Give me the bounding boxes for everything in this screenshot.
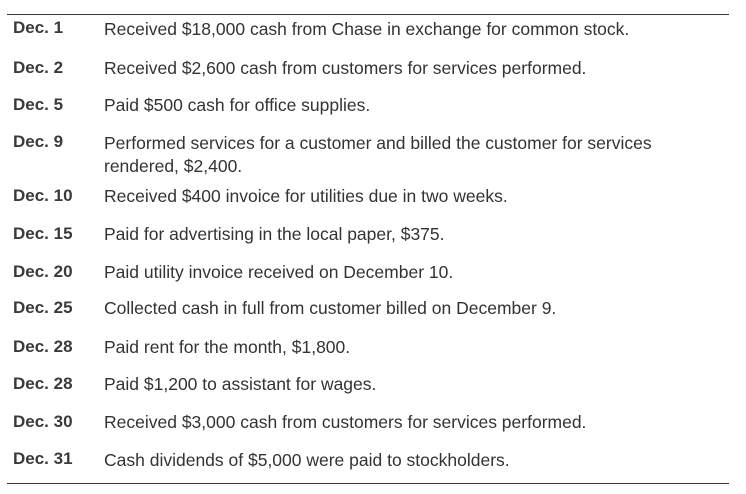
transaction-date: Dec. 2 [13, 58, 64, 77]
transaction-date: Dec. 9 [13, 132, 64, 151]
transaction-date: Dec. 5 [13, 95, 64, 114]
top-rule [7, 14, 729, 15]
transaction-date: Dec. 1 [13, 18, 64, 37]
transaction-description: Collected cash in full from customer billed on December 9. [104, 298, 557, 318]
transaction-description: Paid rent for the month, $1,800. [104, 337, 351, 357]
transaction-date: Dec. 31 [13, 449, 73, 468]
transaction-description: Received $400 invoice for utilities due in two weeks. [104, 186, 508, 206]
transaction-date: Dec. 30 [13, 412, 73, 431]
transaction-date: Dec. 20 [13, 262, 73, 281]
transaction-date: Dec. 28 [13, 374, 73, 393]
transaction-description: Received $2,600 cash from customers for services performed. [104, 58, 587, 78]
transaction-description: Paid for advertising in the local paper, $375. [104, 224, 445, 244]
transaction-description: Performed services for a customer and billed the customer for services rendered, $2,400. [104, 133, 652, 176]
transaction-description: Cash dividends of $5,000 were paid to stockholders. [104, 450, 510, 470]
transaction-description: Paid utility invoice received on December 10. [104, 262, 454, 282]
bottom-rule [7, 483, 729, 484]
transaction-date: Dec. 25 [13, 298, 73, 317]
transaction-date: Dec. 10 [13, 186, 73, 205]
transaction-description: Received $3,000 cash from customers for services performed. [104, 412, 587, 432]
transaction-description: Received $18,000 cash from Chase in exchange for common stock. [104, 19, 630, 39]
transaction-description: Paid $1,200 to assistant for wages. [104, 374, 377, 394]
transaction-date: Dec. 15 [13, 224, 73, 243]
transaction-date: Dec. 28 [13, 337, 73, 356]
transaction-description: Paid $500 cash for office supplies. [104, 95, 371, 115]
